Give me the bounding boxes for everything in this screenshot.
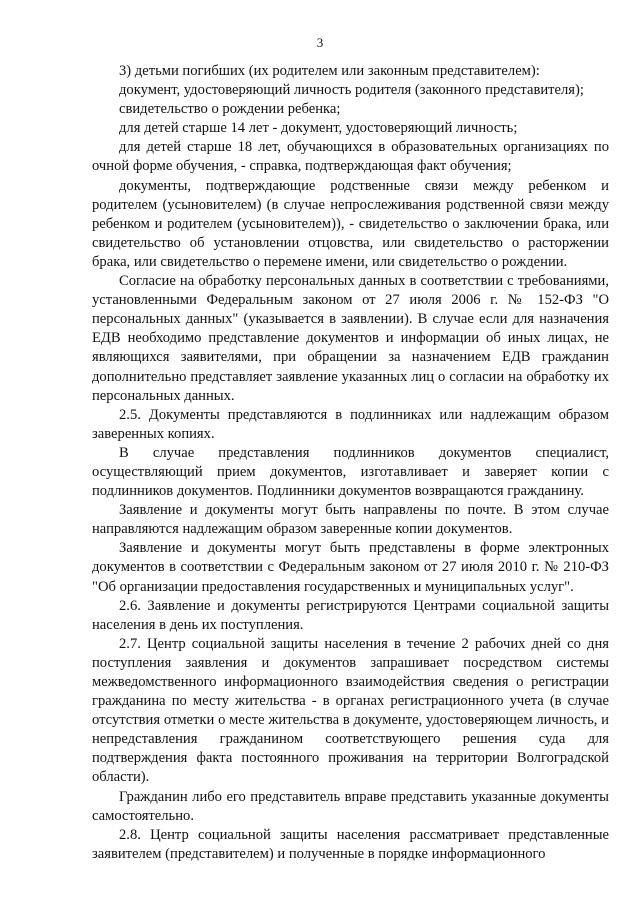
paragraph: 3) детьми погибших (их родителем или законным представителем):: [119, 63, 540, 79]
paragraph: 2.5. Документы представляются в подлинниках или надлежащим образом заверенных копиях.: [92, 406, 609, 442]
paragraph: документ, удостоверяющий личность родителя (законного представителя);: [119, 82, 584, 99]
page-number: 3: [316, 35, 324, 50]
paragraph: Гражданин либо его представитель вправе представить указанные документы самостоятельно.: [92, 788, 609, 824]
paragraph: В случае представления подлинников документов специалист, осуществляющий прием документов, изготавливает и заверяет копии с подлинников документов. Подлинники документов возвращаются гражданину.: [92, 444, 609, 500]
paragraph: для детей старше 14 лет - документ, удостоверяющий личность;: [119, 120, 518, 137]
paragraph: документы, подтверждающие родственные связи между ребенком и родителем (усыновителем) (в случае непрослеживания родственной связи между ребенком и родителем (усыновителем)), - свидетельство о заключении брака, или свидетельство об установлении отцовства, или свидетельство о расторжении брака, или свидетельство о перемене имени, или свидетельство о рождении.: [92, 177, 609, 270]
paragraph: 2.7. Центр социальной защиты населения в течение 2 рабочих дней со дня поступления заявления и документов запрашивает посредством системы межведомственного информационного взаимодействия сведения о регистрации гражданина по месту жительства - в органах регистрационного учета (в случае отсутствия отметки о месте жительства в документе, удостоверяющем личность, и непредставления гражданином соответствующего решения суда для подтверждения факта постоянного проживания на территории Волгоградской области).: [92, 635, 609, 786]
paragraph: Заявление и документы могут быть представлены в форме электронных документов в соответствии с Федеральным законом от 27 июля 2010 г. № 210-ФЗ "Об организации предоставления государственных и муниципальных услуг".: [92, 540, 609, 595]
document-body: [92, 62, 609, 864]
paragraph: свидетельство о рождении ребенка;: [119, 101, 341, 118]
paragraph: 2.6. Заявление и документы регистрируются Центрами социальной защиты населения в день их поступления.: [92, 597, 609, 633]
paragraph: Заявление и документы могут быть направлены по почте. В этом случае направляются надлежащим образом заверенные копии документов.: [92, 502, 609, 538]
paragraph: для детей старше 18 лет, обучающихся в образовательных организациях по очной форме обучения, - справка, подтверждающая факт обучения;: [92, 139, 609, 175]
paragraph: 2.8. Центр социальной защиты населения рассматривает представленные заявителем (представителем) и полученные в порядке информационного: [92, 826, 609, 862]
paragraph: Согласие на обработку персональных данных в соответствии с требованиями, установленными Федеральным законом от 27 июля 2006 г. № 152-ФЗ "О персональных данных" (указывается в заявлении). В случае если для назначения ЕДВ необходимо представление документов и информации об иных лицах, не являющихся заявителями, при обращении за назначением ЕДВ гражданин дополнительно представляет заявление указанных лиц о согласии на обработку их персональных данных.: [92, 273, 609, 404]
